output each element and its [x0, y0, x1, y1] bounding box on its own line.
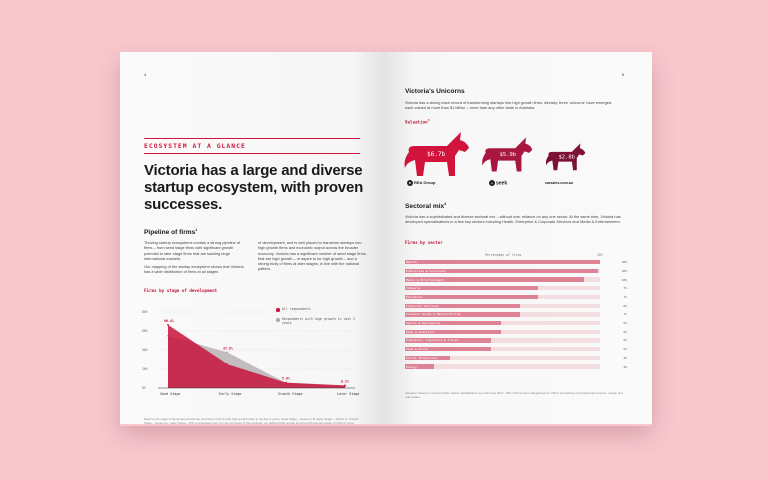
seek-logo-icon: s	[489, 180, 495, 186]
brand-carsales: carsales.com.au	[545, 181, 573, 185]
y-tick-label: 20%	[142, 367, 148, 372]
bar-row	[405, 304, 627, 308]
bar-value: 10%	[621, 277, 627, 282]
bar-row	[405, 347, 627, 351]
bar-row	[405, 277, 627, 281]
bar-label: Financial Services	[406, 303, 439, 308]
bar-value: 10%	[621, 268, 627, 273]
bar-label: Enterprise & Corporate	[406, 268, 446, 273]
area-series-all	[168, 325, 345, 388]
bar-label: Social Enterprise	[406, 355, 437, 360]
data-point	[226, 351, 228, 353]
bar-fill	[405, 295, 538, 299]
bar-fill	[405, 286, 538, 290]
bar-row	[405, 338, 627, 342]
bar-label: Sports & Recreation	[406, 321, 441, 326]
bar-track	[405, 260, 600, 264]
bar-value: 2%	[623, 364, 627, 369]
page-number: 4	[144, 72, 147, 77]
bars-axis-label: Percentage of firms	[485, 253, 522, 257]
bar-label: Energy	[406, 364, 417, 369]
bar-label: Data & Analytics	[406, 329, 435, 334]
eyebrow-label: ECOSYSTEM AT A GLANCE	[144, 142, 246, 150]
y-tick-label: 80%	[142, 310, 148, 315]
top-rule	[144, 138, 360, 139]
unicorns-text: Victoria has a strong track record of transforming startups into high growth firms. Already, three 'unicorns' have emerged, each valued at more than $1 billion – more than any other state in Australia.	[405, 100, 613, 111]
unicorn-icon-rea	[403, 132, 475, 180]
data-label: 5.6%	[282, 376, 290, 381]
bar-label: Media & Entertainment	[406, 277, 444, 282]
page-number: 5	[621, 72, 624, 77]
unicorn-value-carsales: $2.8b	[558, 154, 576, 161]
valuation-label: Valuation$^3$	[405, 118, 430, 125]
unicorns-title: Victoria's Unicorns	[405, 88, 465, 95]
data-point	[344, 385, 346, 387]
bar-row	[405, 286, 627, 290]
bar-value: 7%	[623, 286, 627, 291]
bar-track	[405, 364, 600, 368]
rea-logo-icon: R	[408, 181, 412, 185]
legend-swatch-high-growth	[276, 318, 280, 322]
right-page	[385, 52, 652, 424]
body-col1-p2: Our mapping of the startup ecosystem shows that Victoria has a wide distribution of firms at all stages	[144, 264, 244, 275]
unicorn-value-rea: $6.7b	[427, 151, 446, 158]
bar-value: 5%	[623, 347, 627, 352]
footnote: Valuation based on reported ASX market capitalisation as at 30 June 2017. 10% of firms were categorised as 'Other' (consisting of professional services, design and real estate).	[405, 391, 623, 399]
legend-swatch-all	[276, 308, 280, 312]
bar-row	[405, 312, 627, 316]
data-point	[167, 324, 169, 326]
bar-row	[405, 330, 627, 334]
data-label: 37.6%	[223, 346, 233, 351]
bar-fill	[405, 260, 600, 264]
brand-rea: R REA Group	[408, 180, 436, 186]
bar-label: Health	[406, 260, 417, 265]
y-tick-label: 0%	[142, 386, 146, 391]
bar-value: 5%	[623, 338, 627, 343]
headline: Victoria has a large and diverse startup ecosystem, with proven successes.	[144, 162, 364, 213]
legend-high-growth: Respondents with high growth in last 3 years	[282, 317, 355, 325]
bar-label: Consumer Goods & Manufacturing	[406, 312, 461, 317]
left-page	[120, 52, 385, 424]
body-col1-p1: Thriving startup ecosystems contain a strong pipeline of firms – from seed stage firms with significant growth potential to later stage firms that are tackling large international markets.	[144, 240, 241, 261]
bar-value: 7%	[623, 294, 627, 299]
bar-row	[405, 364, 627, 368]
section-title: Pipeline of firms$^1$	[144, 228, 198, 237]
bars-title: Firms by sector	[405, 240, 443, 245]
data-point	[285, 382, 287, 384]
bar-value: 2%	[623, 355, 627, 360]
x-tick-label: Seed Stage	[160, 392, 181, 396]
unicorn-icon-carsales	[545, 142, 589, 174]
bar-label: Commerce	[406, 286, 421, 291]
x-tick-label: Later Stage	[337, 392, 360, 396]
bar-value: 6%	[623, 303, 627, 308]
bar-value: 7%	[623, 312, 627, 317]
bar-label: Education	[406, 294, 423, 299]
bar-track	[405, 347, 600, 351]
x-tick-label: Growth Stage	[278, 392, 303, 396]
bar-value: 5%	[623, 329, 627, 334]
legend-all: All respondents	[282, 307, 311, 311]
body-col2: of development, and is well placed to transform startups into high growth firms and economic output across the broader economy. Victoria has a significant number of seed stage firms that are high growth – or aspire to be high growth – and a strong body of firms at later stages, in line with the national pattern.	[258, 240, 366, 272]
bar-row	[405, 260, 627, 264]
data-point	[226, 363, 228, 365]
bottom-rule	[144, 153, 360, 154]
bar-track	[405, 286, 600, 290]
unicorn-icon-seek	[481, 136, 537, 176]
x-tick-label: Early Stage	[219, 392, 242, 396]
bar-row	[405, 356, 627, 360]
bars-axis-end: 10%	[597, 253, 603, 257]
data-label: 0.2%	[341, 379, 349, 384]
bar-row	[405, 295, 627, 299]
chart-title: Firms by stage of development	[144, 288, 218, 293]
brand-seek: s seek	[489, 180, 507, 186]
bar-label: Transport, Logistics & Travel	[406, 338, 459, 343]
y-tick-label: 40%	[142, 348, 148, 353]
bar-track	[405, 295, 600, 299]
data-label: 66.4%	[164, 318, 174, 323]
unicorn-value-seek: $5.9b	[499, 152, 517, 158]
bar-value: 10%	[621, 260, 627, 265]
bar-row	[405, 321, 627, 325]
sectoral-title: Sectoral mix$^4$	[405, 202, 447, 211]
bar-label: Food & Drink	[406, 347, 428, 352]
bar-row	[405, 269, 627, 273]
y-tick-label: 60%	[142, 329, 148, 334]
footnote: Data for the stage of development and the proportion of firms with high growth rates in the last 3 years. Seed Stage – Series A–B. Early Stage – Series C. Growth Stage – Series D+. Later Stage – IPO or equivalent exit. For the purposes of this analysis, we defined high growth as firms with annual growth of 20% or more.	[144, 417, 359, 424]
sectoral-text: Victoria has a sophisticated and diverse sectoral mix – without over reliance on any one sector. At the same time, Victoria has developed specialisations in a few key sectors including Health, Enterprise & Corporate Services and Media & Entertainment.	[405, 214, 621, 225]
bar-value: 5%	[623, 321, 627, 326]
